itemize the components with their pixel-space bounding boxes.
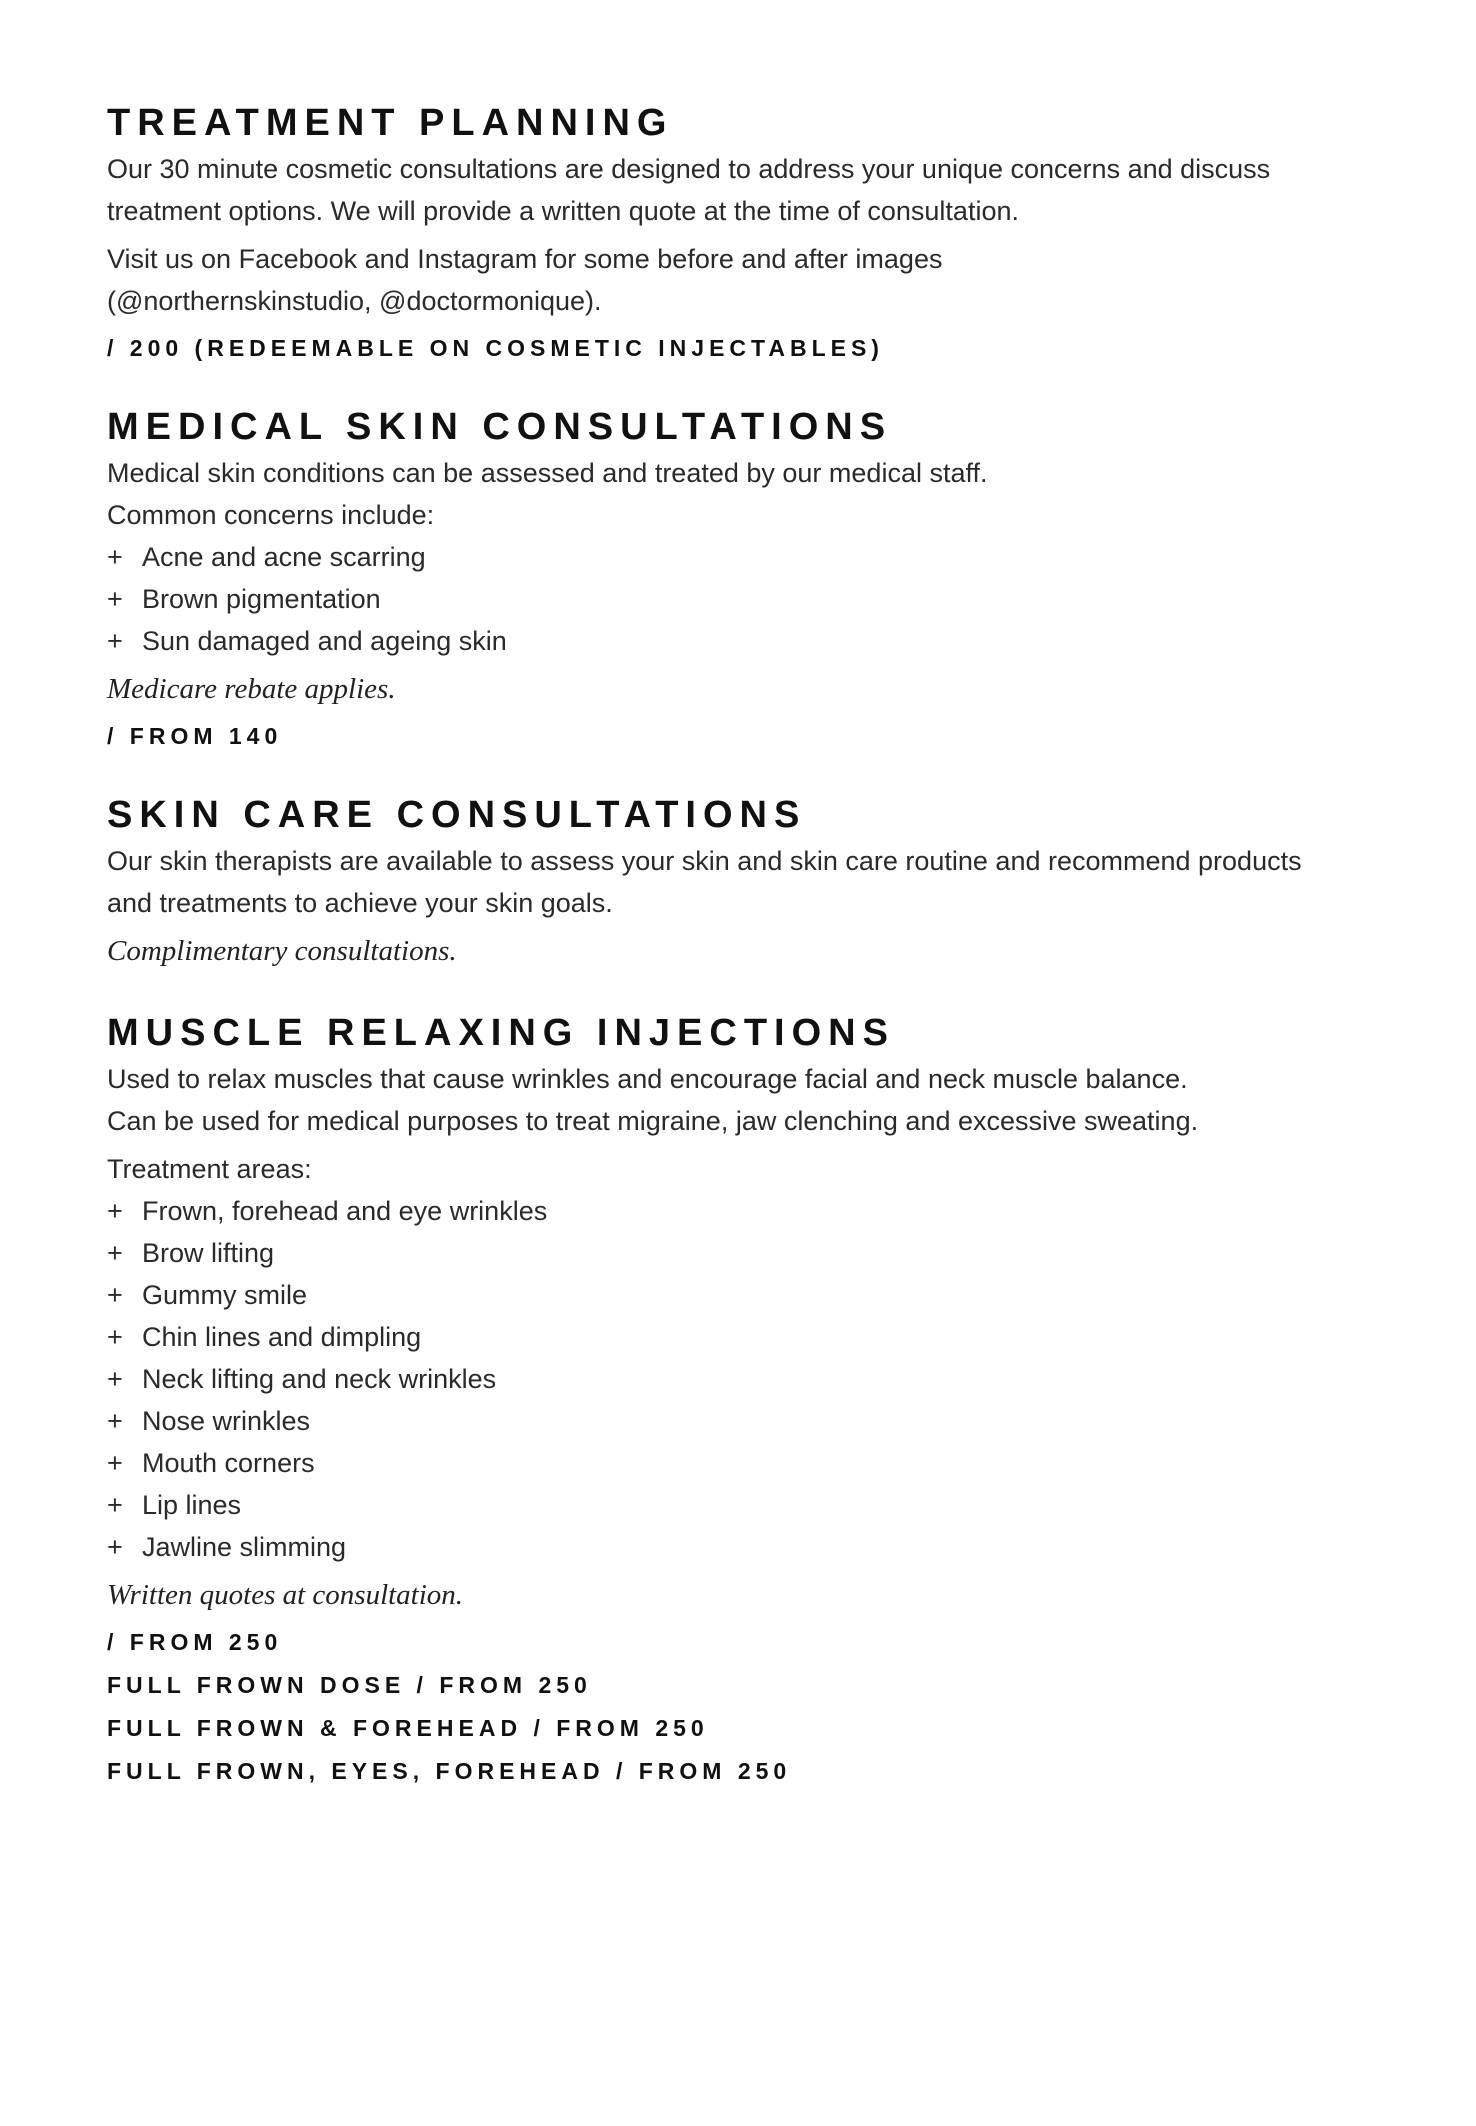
section-skin-care bbox=[107, 792, 1387, 972]
section-heading: MEDICAL SKIN CONSULTATIONS bbox=[107, 406, 893, 448]
list-item bbox=[107, 1358, 1387, 1400]
italic-note: Medicare rebate applies. bbox=[107, 673, 396, 705]
list-item-label: Nose wrinkles bbox=[142, 1406, 311, 1436]
section-heading: MUSCLE RELAXING INJECTIONS bbox=[107, 1012, 895, 1054]
italic-note: Written quotes at consultation. bbox=[107, 1579, 464, 1611]
plus-icon: + bbox=[107, 1448, 123, 1478]
social-line: Visit us on Facebook and Instagram for some before and after images bbox=[107, 244, 943, 274]
list-item bbox=[107, 536, 1387, 578]
price-line: / FROM 140 bbox=[107, 723, 283, 749]
price-list-page bbox=[107, 100, 1387, 1789]
list-item-label: Acne and acne scarring bbox=[142, 542, 426, 572]
list-item-label: Mouth corners bbox=[142, 1448, 315, 1478]
plus-icon: + bbox=[107, 1532, 123, 1562]
list-item-label: Brown pigmentation bbox=[142, 584, 381, 614]
section-heading: SKIN CARE CONSULTATIONS bbox=[107, 794, 807, 836]
plus-icon: + bbox=[107, 1322, 123, 1352]
description-line: treatment options. We will provide a written quote at the time of consultation. bbox=[107, 196, 1019, 226]
description-line: Our skin therapists are available to assess your skin and skin care routine and recommend products bbox=[107, 846, 1302, 876]
description-line: Can be used for medical purposes to treat migraine, jaw clenching and excessive sweating. bbox=[107, 1106, 1199, 1136]
price-line-frown-forehead: FULL FROWN & FOREHEAD / FROM 250 bbox=[107, 1715, 709, 1741]
list-item-label: Neck lifting and neck wrinkles bbox=[142, 1364, 497, 1394]
plus-icon: + bbox=[107, 626, 123, 656]
description-line: Used to relax muscles that cause wrinkles and encourage facial and neck muscle balance. bbox=[107, 1064, 1188, 1094]
description-line: Common concerns include: bbox=[107, 500, 435, 530]
price-line: / FROM 250 bbox=[107, 1629, 283, 1655]
list-item-label: Chin lines and dimpling bbox=[142, 1322, 422, 1352]
list-item-label: Brow lifting bbox=[142, 1238, 275, 1268]
list-item bbox=[107, 620, 1387, 662]
list-item bbox=[107, 1190, 1387, 1232]
list-item bbox=[107, 1484, 1387, 1526]
concerns-list bbox=[107, 536, 1387, 662]
list-item bbox=[107, 1316, 1387, 1358]
price-line: / 200 (REDEEMABLE ON COSMETIC INJECTABLES) bbox=[107, 335, 884, 361]
section-muscle-relaxing bbox=[107, 1010, 1387, 1789]
areas-label: Treatment areas: bbox=[107, 1154, 312, 1184]
list-item-label: Lip lines bbox=[142, 1490, 242, 1520]
plus-icon: + bbox=[107, 1196, 123, 1226]
list-item bbox=[107, 1400, 1387, 1442]
description-line: Medical skin conditions can be assessed and treated by our medical staff. bbox=[107, 458, 988, 488]
list-item bbox=[107, 1442, 1387, 1484]
price-line-full-frown: FULL FROWN DOSE / FROM 250 bbox=[107, 1672, 592, 1698]
list-item bbox=[107, 1274, 1387, 1316]
description-line: and treatments to achieve your skin goals. bbox=[107, 888, 613, 918]
social-handles: (@northernskinstudio, @doctormonique). bbox=[107, 286, 602, 316]
plus-icon: + bbox=[107, 1280, 123, 1310]
plus-icon: + bbox=[107, 542, 123, 572]
plus-icon: + bbox=[107, 1364, 123, 1394]
plus-icon: + bbox=[107, 1490, 123, 1520]
list-item bbox=[107, 1232, 1387, 1274]
price-line-frown-eyes-forehead: FULL FROWN, EYES, FOREHEAD / FROM 250 bbox=[107, 1758, 792, 1784]
list-item bbox=[107, 578, 1387, 620]
description-line: Our 30 minute cosmetic consultations are designed to address your unique concerns and discuss bbox=[107, 154, 1271, 184]
list-item-label: Jawline slimming bbox=[142, 1532, 347, 1562]
list-item-label: Gummy smile bbox=[142, 1280, 308, 1310]
plus-icon: + bbox=[107, 1406, 123, 1436]
plus-icon: + bbox=[107, 1238, 123, 1268]
list-item-label: Frown, forehead and eye wrinkles bbox=[142, 1196, 548, 1226]
italic-note: Complimentary consultations. bbox=[107, 935, 457, 967]
section-medical-skin bbox=[107, 404, 1387, 754]
list-item bbox=[107, 1526, 1387, 1568]
list-item-label: Sun damaged and ageing skin bbox=[142, 626, 507, 656]
plus-icon: + bbox=[107, 584, 123, 614]
treatment-areas-list bbox=[107, 1190, 1387, 1568]
section-heading: TREATMENT PLANNING bbox=[107, 102, 674, 144]
section-treatment-planning bbox=[107, 100, 1387, 366]
